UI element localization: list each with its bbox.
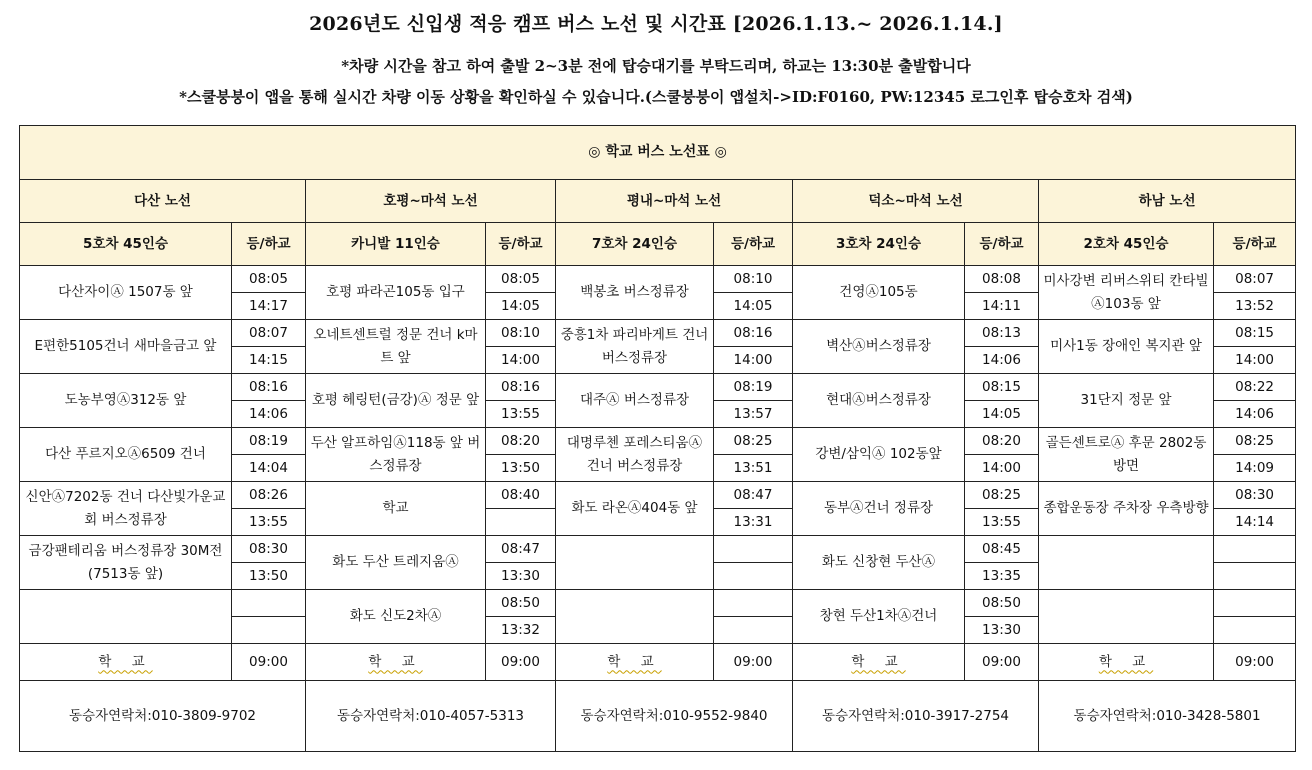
stop-name: 화도 두산 트레지움Ⓐ [306, 536, 486, 590]
morning-time: 08:13 [965, 320, 1039, 347]
stop-name: 벽산Ⓐ버스정류장 [793, 320, 965, 374]
morning-time: 08:15 [1214, 320, 1296, 347]
morning-time: 08:25 [965, 482, 1039, 509]
stop-name: 화도 신도2차Ⓐ [306, 590, 486, 644]
stop-name: 금강팬테리움 버스정류장 30M전 (7513동 앞) [20, 536, 232, 590]
stop-name: 동부Ⓐ건너 정류장 [793, 482, 965, 536]
afternoon-time: 14:11 [965, 293, 1039, 320]
morning-time: 08:40 [486, 482, 556, 509]
stop-name: 다산 푸르지오Ⓐ6509 건너 [20, 428, 232, 482]
morning-time: 08:50 [486, 590, 556, 617]
stop-name: 종합운동장 주차장 우측방향 [1039, 482, 1214, 536]
morning-time: 08:20 [486, 428, 556, 455]
stop-name: 학교 [306, 482, 486, 536]
destination-text: 학 교 [607, 653, 662, 670]
route-name: 호평~마석 노선 [306, 180, 556, 223]
afternoon-time: 13:55 [232, 509, 306, 536]
afternoon-time: 14:00 [1214, 347, 1296, 374]
morning-time [1214, 590, 1296, 617]
escort-contact: 동승자연락처:010-4057-5313 [306, 681, 556, 752]
morning-time: 08:07 [1214, 266, 1296, 293]
afternoon-time: 14:06 [965, 347, 1039, 374]
stop-name: 대명루첸 포레스티움Ⓐ 건너 버스정류장 [556, 428, 714, 482]
table-banner: ◎ 학교 버스 노선표 ◎ [20, 126, 1296, 180]
morning-time: 08:47 [486, 536, 556, 563]
morning-time: 08:08 [965, 266, 1039, 293]
afternoon-time: 13:30 [486, 563, 556, 590]
morning-time: 08:16 [486, 374, 556, 401]
route-name: 다산 노선 [20, 180, 306, 223]
stop-name [556, 536, 714, 590]
destination-text: 학 교 [98, 653, 153, 670]
contact-row [20, 681, 1296, 752]
stop-name [1039, 590, 1214, 644]
time-header: 등/하교 [714, 223, 793, 266]
stop-name: 건영Ⓐ105동 [793, 266, 965, 320]
morning-time: 08:50 [965, 590, 1039, 617]
morning-time: 08:05 [486, 266, 556, 293]
app-notice: *스쿨붕붕이 앱을 통해 실시간 차량 이동 상황을 확인하실 수 있습니다.(스쿨붕붕이 앱설치->ID:F0160, PW:12345 로그인후 탑승호차 검색) [179, 88, 1133, 106]
stop-row [20, 482, 1296, 509]
bus-schedule-table [19, 125, 1296, 752]
escort-contact: 동승자연락처:010-9552-9840 [556, 681, 793, 752]
stop-name: E편한5105건너 새마을금고 앞 [20, 320, 232, 374]
morning-time: 08:22 [1214, 374, 1296, 401]
afternoon-time: 14:06 [232, 401, 306, 428]
afternoon-time: 13:57 [714, 401, 793, 428]
destination-label [556, 644, 714, 681]
stop-name: 다산자이Ⓐ 1507동 앞 [20, 266, 232, 320]
afternoon-time: 13:30 [965, 617, 1039, 644]
afternoon-time: 14:15 [232, 347, 306, 374]
morning-time: 08:30 [1214, 482, 1296, 509]
stop-name: 강변/삼익Ⓐ 102동앞 [793, 428, 965, 482]
afternoon-time: 13:50 [232, 563, 306, 590]
afternoon-time [714, 617, 793, 644]
stop-name: 도농부영Ⓐ312동 앞 [20, 374, 232, 428]
stop-name: 31단지 정문 앞 [1039, 374, 1214, 428]
stop-name: 창현 두산1차Ⓐ건너 [793, 590, 965, 644]
afternoon-time [714, 563, 793, 590]
stop-name: 호평 헤링턴(금강)Ⓐ 정문 앞 [306, 374, 486, 428]
stop-row [20, 428, 1296, 455]
afternoon-time: 14:00 [486, 347, 556, 374]
afternoon-time: 14:05 [965, 401, 1039, 428]
stop-name: 신안Ⓐ7202동 건너 다산빛가운교회 버스정류장 [20, 482, 232, 536]
afternoon-time: 14:04 [232, 455, 306, 482]
stop-row [20, 320, 1296, 347]
page-title: 2026년도 신입생 적응 캠프 버스 노선 및 시간표 [2026.1.13.~ 2026.1.14.] [309, 13, 1003, 35]
route-name: 덕소~마석 노선 [793, 180, 1039, 223]
afternoon-time: 14:05 [714, 293, 793, 320]
time-header: 등/하교 [1214, 223, 1296, 266]
destination-text: 학 교 [1098, 653, 1154, 670]
bus-header-row [20, 223, 1296, 266]
afternoon-time: 13:55 [486, 401, 556, 428]
arrival-time: 09:00 [232, 644, 306, 681]
stop-name: 현대Ⓐ버스정류장 [793, 374, 965, 428]
stop-name [1039, 536, 1214, 590]
stop-name: 미사강변 리버스위티 칸타빌Ⓐ103동 앞 [1039, 266, 1214, 320]
stop-name [556, 590, 714, 644]
afternoon-time: 13:50 [486, 455, 556, 482]
afternoon-time [486, 509, 556, 536]
banner-row [20, 126, 1296, 180]
morning-time: 08:10 [486, 320, 556, 347]
morning-time [232, 590, 306, 617]
afternoon-time: 13:52 [1214, 293, 1296, 320]
stop-name: 대주Ⓐ 버스정류장 [556, 374, 714, 428]
route-name: 하남 노선 [1039, 180, 1296, 223]
bus-label: 3호차 24인승 [793, 223, 965, 266]
afternoon-time: 14:00 [714, 347, 793, 374]
morning-time: 08:47 [714, 482, 793, 509]
boarding-notice: *차량 시간을 참고 하여 출발 2~3분 전에 탑승대기를 부탁드리며, 하교는 13:30분 출발합니다 [341, 57, 971, 75]
stop-row [20, 374, 1296, 401]
morning-time [1214, 536, 1296, 563]
arrival-time: 09:00 [714, 644, 793, 681]
time-header: 등/하교 [232, 223, 306, 266]
destination-text: 학 교 [368, 653, 423, 670]
destination-label [20, 644, 232, 681]
stop-name: 중흥1차 파리바게트 건너 버스정류장 [556, 320, 714, 374]
morning-time: 08:25 [1214, 428, 1296, 455]
destination-text: 학 교 [851, 653, 906, 670]
bus-label: 5호차 45인승 [20, 223, 232, 266]
afternoon-time: 13:32 [486, 617, 556, 644]
afternoon-time: 13:31 [714, 509, 793, 536]
bus-label: 2호차 45인승 [1039, 223, 1214, 266]
stop-name: 백봉초 버스정류장 [556, 266, 714, 320]
morning-time: 08:30 [232, 536, 306, 563]
stop-row [20, 536, 1296, 563]
route-name-row [20, 180, 1296, 223]
morning-time: 08:16 [714, 320, 793, 347]
afternoon-time [232, 617, 306, 644]
bus-label: 카니발 11인승 [306, 223, 486, 266]
destination-label [1039, 644, 1214, 681]
morning-time [714, 536, 793, 563]
time-header: 등/하교 [486, 223, 556, 266]
arrival-time: 09:00 [1214, 644, 1296, 681]
escort-contact: 동승자연락처:010-3809-9702 [20, 681, 306, 752]
morning-time: 08:16 [232, 374, 306, 401]
escort-contact: 동승자연락처:010-3917-2754 [793, 681, 1039, 752]
route-name: 평내~마석 노선 [556, 180, 793, 223]
morning-time: 08:26 [232, 482, 306, 509]
morning-time: 08:07 [232, 320, 306, 347]
afternoon-time: 14:14 [1214, 509, 1296, 536]
afternoon-time: 13:35 [965, 563, 1039, 590]
stop-name: 오네트센트럴 정문 건너 k마트 앞 [306, 320, 486, 374]
morning-time: 08:05 [232, 266, 306, 293]
morning-time: 08:15 [965, 374, 1039, 401]
bus-label: 7호차 24인승 [556, 223, 714, 266]
stop-name: 골든센트로Ⓐ 후문 2802동 방면 [1039, 428, 1214, 482]
stop-name [20, 590, 232, 644]
afternoon-time [1214, 563, 1296, 590]
morning-time: 08:10 [714, 266, 793, 293]
stop-name: 화도 라온Ⓐ404동 앞 [556, 482, 714, 536]
afternoon-time: 14:05 [486, 293, 556, 320]
morning-time: 08:19 [232, 428, 306, 455]
morning-time: 08:45 [965, 536, 1039, 563]
afternoon-time: 13:51 [714, 455, 793, 482]
destination-label [793, 644, 965, 681]
morning-time: 08:20 [965, 428, 1039, 455]
afternoon-time [1214, 617, 1296, 644]
stop-name: 화도 신창현 두산Ⓐ [793, 536, 965, 590]
stop-name: 호평 파라곤105동 입구 [306, 266, 486, 320]
stop-name: 미사1동 장애인 복지관 앞 [1039, 320, 1214, 374]
afternoon-time: 14:00 [965, 455, 1039, 482]
stop-row [20, 266, 1296, 293]
arrival-time: 09:00 [965, 644, 1039, 681]
morning-time: 08:19 [714, 374, 793, 401]
morning-time [714, 590, 793, 617]
afternoon-time: 14:09 [1214, 455, 1296, 482]
morning-time: 08:25 [714, 428, 793, 455]
arrival-time: 09:00 [486, 644, 556, 681]
time-header: 등/하교 [965, 223, 1039, 266]
afternoon-time: 14:17 [232, 293, 306, 320]
destination-row [20, 644, 1296, 681]
afternoon-time: 13:55 [965, 509, 1039, 536]
stop-name: 두산 알프하임Ⓐ118동 앞 버스정류장 [306, 428, 486, 482]
stop-row [20, 590, 1296, 617]
afternoon-time: 14:06 [1214, 401, 1296, 428]
destination-label [306, 644, 486, 681]
escort-contact: 동승자연락처:010-3428-5801 [1039, 681, 1296, 752]
